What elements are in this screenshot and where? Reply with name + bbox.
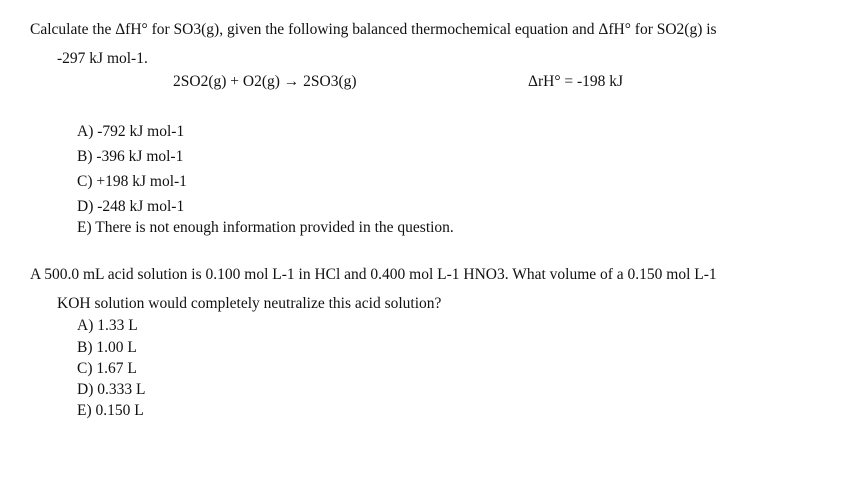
q13-choice-b: B) 1.00 L (77, 339, 137, 356)
q13-choice-e: E) 0.150 L (77, 402, 144, 419)
q13-stem-line1: A 500.0 mL acid solution is 0.100 mol L-1 in HCl and 0.400 mol L-1 HNO3. What volume of a 0.150 mol L-1 (30, 266, 717, 283)
q12-equation: 2SO2(g) + O2(g) → 2SO3(g) (173, 73, 357, 90)
q12-stem-line2: -297 kJ mol-1. (57, 50, 148, 67)
q13-choice-d: D) 0.333 L (77, 381, 146, 398)
q12-reaction-enthalpy: ΔrH° = -198 kJ (528, 73, 624, 90)
q12-choice-c: C) +198 kJ mol-1 (77, 173, 187, 190)
q12-choice-d: D) -248 kJ mol-1 (77, 198, 185, 215)
q13-choice-a: A) 1.33 L (77, 317, 138, 334)
q12-stem-line1: Calculate the ΔfH° for SO3(g), given the following balanced thermochemical equation and ΔfH° for SO2(g) is (30, 21, 717, 38)
q13-stem-line2: KOH solution would completely neutralize this acid solution? (57, 295, 442, 312)
q12-choice-a: A) -792 kJ mol-1 (77, 123, 185, 140)
q12-choice-e: E) There is not enough information provided in the question. (77, 219, 454, 236)
q13-choice-c: C) 1.67 L (77, 360, 137, 377)
q12-choice-b: B) -396 kJ mol-1 (77, 148, 184, 165)
